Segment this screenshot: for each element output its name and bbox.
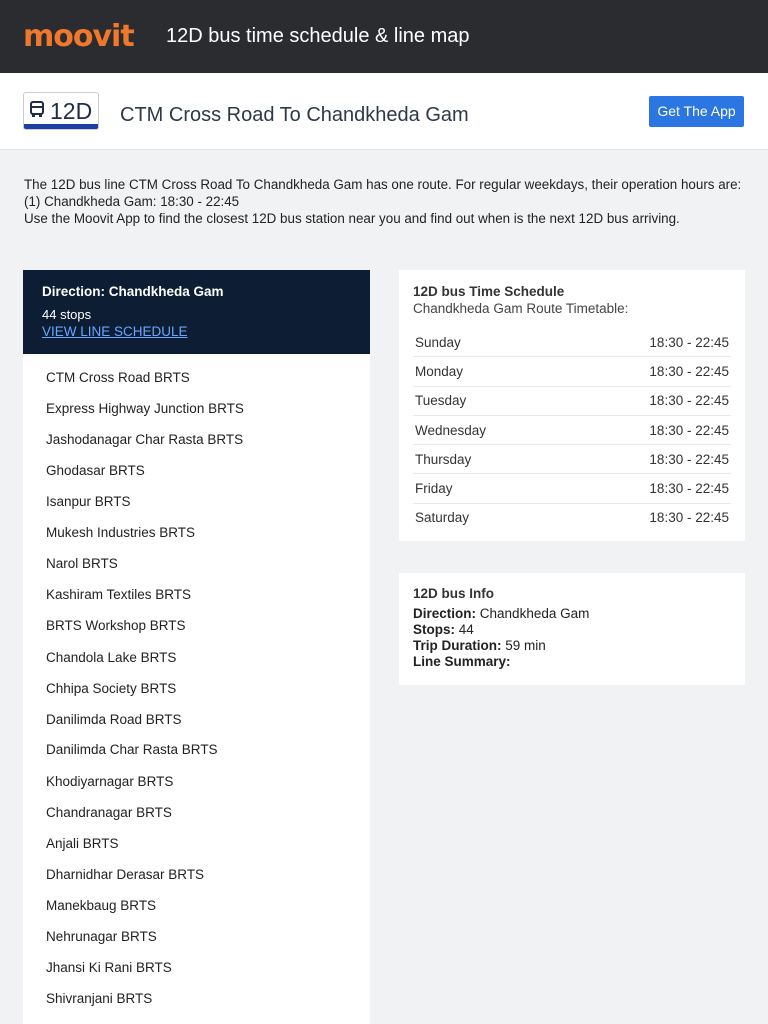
- info-direction: [413, 606, 589, 622]
- stop-item[interactable]: Nehrunagar BRTS: [46, 929, 157, 944]
- stop-item[interactable]: Chandranagar BRTS: [46, 805, 172, 820]
- stops-count: 44 stops: [42, 307, 92, 322]
- stop-item[interactable]: Danilimda Char Rasta BRTS: [46, 742, 218, 757]
- schedule-time: 18:30 - 22:45: [563, 415, 731, 444]
- intro-line-2: (1) Chandkheda Gam: 18:30 - 22:45: [24, 194, 240, 209]
- page-title: 12D bus time schedule & line map: [166, 25, 470, 47]
- stop-item[interactable]: Danilimda Road BRTS: [46, 712, 182, 727]
- schedule-time: 18:30 - 22:45: [563, 357, 731, 386]
- stop-item[interactable]: Ghodasar BRTS: [46, 463, 145, 478]
- line-header: [0, 73, 768, 150]
- stop-item[interactable]: Manekbaug BRTS: [46, 898, 157, 913]
- schedule-day: Friday: [413, 474, 563, 503]
- stop-item[interactable]: Kashiram Textiles BRTS: [46, 587, 192, 602]
- info-duration-label: Trip Duration:: [413, 638, 502, 653]
- schedule-row: [413, 445, 731, 474]
- stop-item[interactable]: Mukesh Industries BRTS: [46, 525, 196, 540]
- info-direction-value: Chandkheda Gam: [479, 606, 590, 621]
- info-summary-label: Line Summary:: [413, 654, 511, 669]
- stop-item[interactable]: Dharnidhar Derasar BRTS: [46, 867, 205, 882]
- info-direction-label: Direction:: [413, 606, 477, 621]
- bus-icon: [30, 101, 44, 117]
- direction-name: Direction: Chandkheda Gam: [42, 284, 224, 299]
- schedule-row: [413, 415, 731, 444]
- schedule-day: Thursday: [413, 445, 563, 474]
- info-duration-value: 59 min: [505, 638, 546, 653]
- stop-list: [23, 354, 370, 1024]
- line-color-stripe: [24, 124, 98, 129]
- line-badge: [23, 92, 99, 130]
- stop-item[interactable]: Chandola Lake BRTS: [46, 650, 177, 665]
- schedule-row: [413, 328, 731, 357]
- schedule-day: Wednesday: [413, 415, 563, 444]
- stop-item[interactable]: Express Highway Junction BRTS: [46, 401, 244, 416]
- stop-item[interactable]: CTM Cross Road BRTS: [46, 370, 190, 385]
- direction-panel: [23, 270, 370, 354]
- schedule-row: [413, 503, 731, 532]
- schedule-day: Saturday: [415, 510, 470, 526]
- schedule-time: 18:30 - 22:45: [563, 328, 731, 357]
- stop-item[interactable]: Isanpur BRTS: [46, 494, 131, 509]
- schedule-time: 18:30 - 22:45: [563, 386, 731, 415]
- intro-line-3: Use the Moovit App to find the closest 12D bus station near you and find out when is the next 12D bus arriving.: [24, 211, 680, 226]
- stop-item[interactable]: Anjali BRTS: [46, 836, 119, 851]
- stop-item[interactable]: Chhipa Society BRTS: [46, 681, 177, 696]
- schedule-title: 12D bus Time Schedule: [413, 284, 565, 299]
- schedule-row: [413, 474, 731, 503]
- stop-item[interactable]: Khodiyarnagar BRTS: [46, 774, 174, 789]
- stop-item[interactable]: Shivranjani BRTS: [46, 991, 153, 1006]
- schedule-time: 18:30 - 22:45: [649, 510, 729, 526]
- info-stops-value: 44: [458, 622, 474, 637]
- schedule-table: [413, 328, 731, 532]
- schedule-row: [413, 357, 731, 386]
- info-stops: [413, 622, 474, 638]
- intro-text: [24, 176, 744, 227]
- info-title: 12D bus Info: [413, 586, 495, 601]
- schedule-subtitle: Chandkheda Gam Route Timetable:: [413, 301, 629, 316]
- info-stops-label: Stops:: [413, 622, 455, 637]
- schedule-time: 18:30 - 22:45: [563, 445, 731, 474]
- schedule-time: 18:30 - 22:45: [563, 474, 731, 503]
- time-schedule-card: [399, 270, 745, 541]
- schedule-day: Sunday: [413, 328, 563, 357]
- stop-item[interactable]: Jashodanagar Char Rasta BRTS: [46, 432, 244, 447]
- bus-info-card: [399, 573, 745, 685]
- top-bar: [0, 0, 768, 73]
- stop-item[interactable]: Narol BRTS: [46, 556, 118, 571]
- moovit-logo[interactable]: moovit: [23, 19, 134, 54]
- schedule-row: [413, 386, 731, 415]
- info-summary: [413, 654, 511, 670]
- info-duration: [413, 638, 546, 654]
- stop-item[interactable]: Jhansi Ki Rani BRTS: [46, 960, 172, 975]
- stop-item[interactable]: BRTS Workshop BRTS: [46, 618, 186, 633]
- line-name: CTM Cross Road To Chandkheda Gam: [120, 104, 469, 126]
- get-app-button[interactable]: Get The App: [649, 96, 744, 127]
- view-line-schedule-link[interactable]: VIEW LINE SCHEDULE: [42, 324, 188, 339]
- line-number: 12D: [50, 98, 93, 124]
- schedule-day: Tuesday: [413, 386, 563, 415]
- schedule-day: Monday: [413, 357, 563, 386]
- intro-line-1: The 12D bus line CTM Cross Road To Chandkheda Gam has one route. For regular weekdays, their operation hours are:: [24, 177, 742, 192]
